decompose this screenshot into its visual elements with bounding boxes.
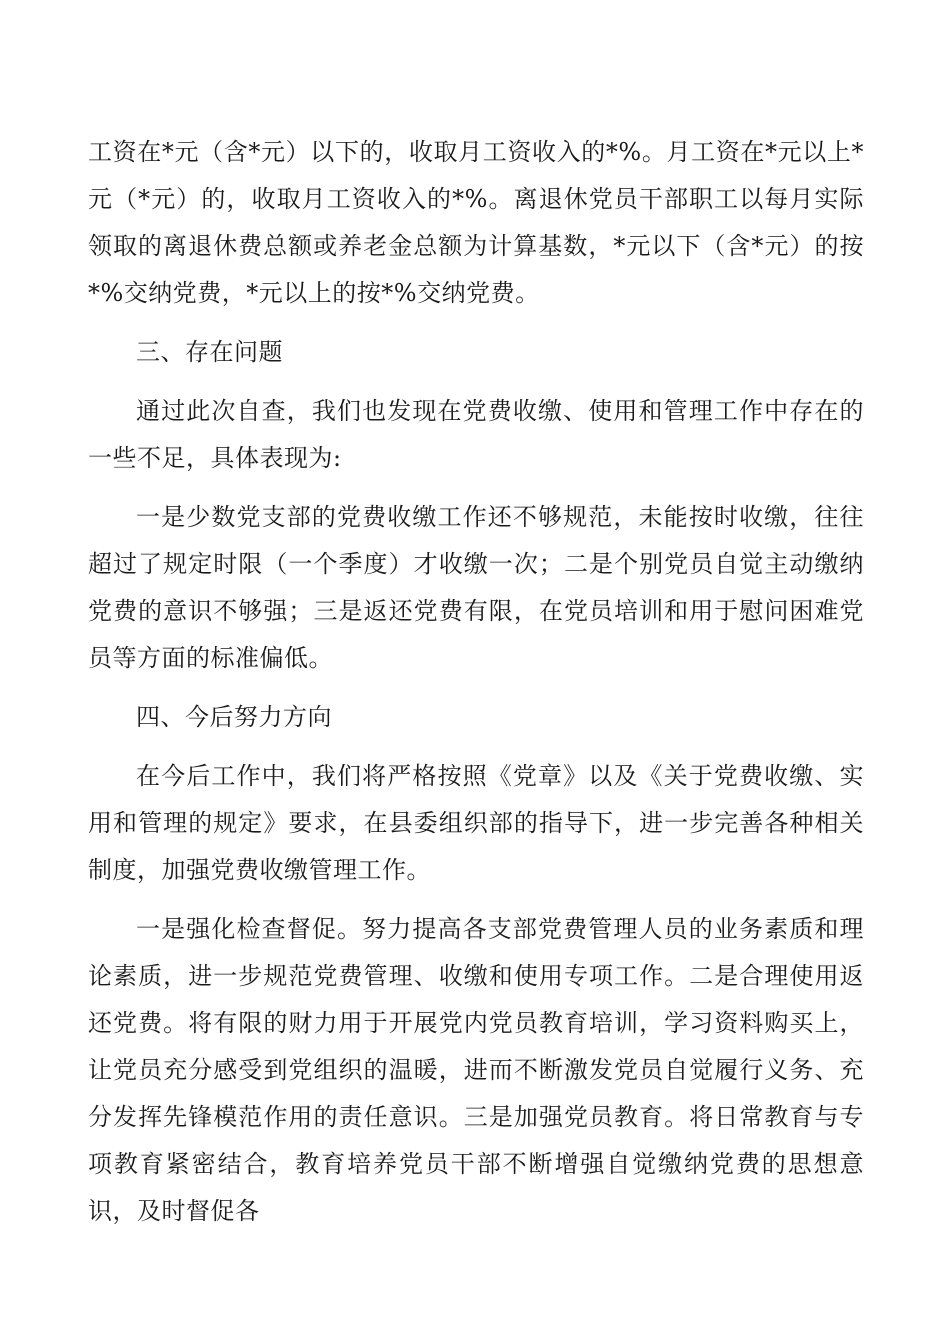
paragraph-self-check: 通过此次自查，我们也发现在党费收缴、使用和管理工作中存在的一些不足，具体表现为:: [88, 397, 864, 472]
section-heading-future-direction: 四、今后努力方向: [136, 703, 332, 731]
paragraph-measures: 一是强化检查督促。努力提高各支部党费管理人员的业务素质和理论素质，进一步规范党费管理、收缴和使用专项工作。二是合理使用返还党费。将有限的财力用于开展党内党员教育培训，学习资料购买上，让党员充分感受到党组织的温暖，进而不断激发党员自觉履行义务、充分发挥先锋模范作用的责任意识。三是加强党员教育。将日常教育与专项教育紧密结合，教育培养党员干部不断增强自觉缴纳党费的思想意识，及时督促各: [88, 915, 864, 1225]
paragraph-problems-list: 一是少数党支部的党费收缴工作还不够规范，未能按时收缴，往往超过了规定时限（一个季度）才收缴一次；二是个别党员自觉主动缴纳党费的意识不够强；三是返还党费有限，在党员培训和用于慰问困难党员等方面的标准偏低。: [88, 503, 864, 672]
paragraph-continuation: 工资在*元（含*元）以下的，收取月工资收入的*%。月工资在*元以上*元（*元）的，收取月工资收入的*%。离退休党员干部职工以每月实际领取的离退休费总额或养老金总额为计算基数，*元以下（含*元）的按*%交纳党费，*元以上的按*%交纳党费。: [88, 138, 864, 307]
section-heading-problems: 三、存在问题: [136, 338, 283, 366]
paragraph-future-work: 在今后工作中，我们将严格按照《党章》以及《关于党费收缴、实用和管理的规定》要求，在县委组织部的指导下，进一步完善各种相关制度，加强党费收缴管理工作。: [88, 762, 864, 884]
document-body: [88, 129, 864, 1247]
